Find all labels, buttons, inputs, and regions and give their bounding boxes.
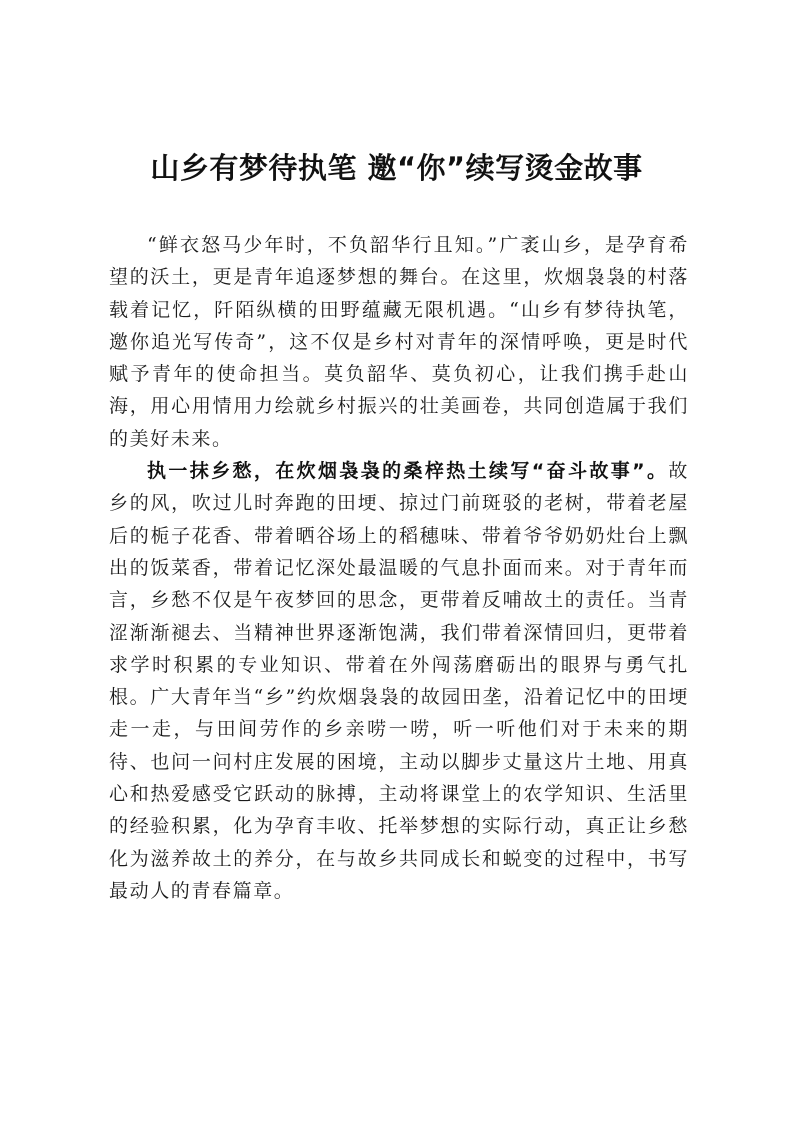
- paragraph-hometown-lead: 执一抹乡愁，在炊烟袅袅的桑梓热土续写“奋斗故事”。: [147, 460, 669, 483]
- document-title: 山乡有梦待执笔 邀“你”续写烫金故事: [150, 151, 643, 185]
- paragraph-hometown-text: 故乡的风，吹过儿时奔跑的田埂、掠过门前斑驳的老树，带着老屋后的栀子花香、带着晒谷场上的稻穗味、带着爷爷奶奶灶台上飘出的饭菜香，带着记忆深处最温暖的气息扑面而来。对于青年而言，乡愁不仅是午夜梦回的思念，更带着反哺故土的责任。当青涩渐渐褪去、当精神世界逐渐饱满，我们带着深情回归，更带着求学时积累的专业知识、带着在外闯荡磨砺出的眼界与勇气扎根。广大青年当“乡”约炊烟袅袅的故园田垄，沿着记忆中的田埂走一走，与田间劳作的乡亲唠一唠，听一听他们对于未来的期待、也问一问村庄发展的困境，主动以脚步丈量这片土地、用真心和热爱感受它跃动的脉搏，主动将课堂上的农学知识、生活里的经验积累，化为孕育丰收、托举梦想的实际行动，真正让乡愁化为滋养故土的养分，在与故乡共同成长和蜕变的过程中，书写最动人的青春篇章。: [109, 460, 689, 902]
- paragraph-hometown: [109, 455, 689, 907]
- paragraph-intro-text: “鲜衣怒马少年时，不负韶华行且知。”广袤山乡，是孕育希望的沃土，更是青年追逐梦想的舞台。在这里，炊烟袅袅的村落载着记忆，阡陌纵横的田野蕴藏无限机遇。“山乡有梦待执笔，邀你追光写传奇”，这不仅是乡村对青年的深情呼唤，更是时代赋予青年的使命担当。莫负韶华、莫负初心，让我们携手赴山海，用心用情用力绘就乡村振兴的壮美画卷，共同创造属于我们的美好未来。: [109, 234, 689, 450]
- paragraph-intro: [109, 229, 689, 455]
- document-body: [109, 229, 689, 907]
